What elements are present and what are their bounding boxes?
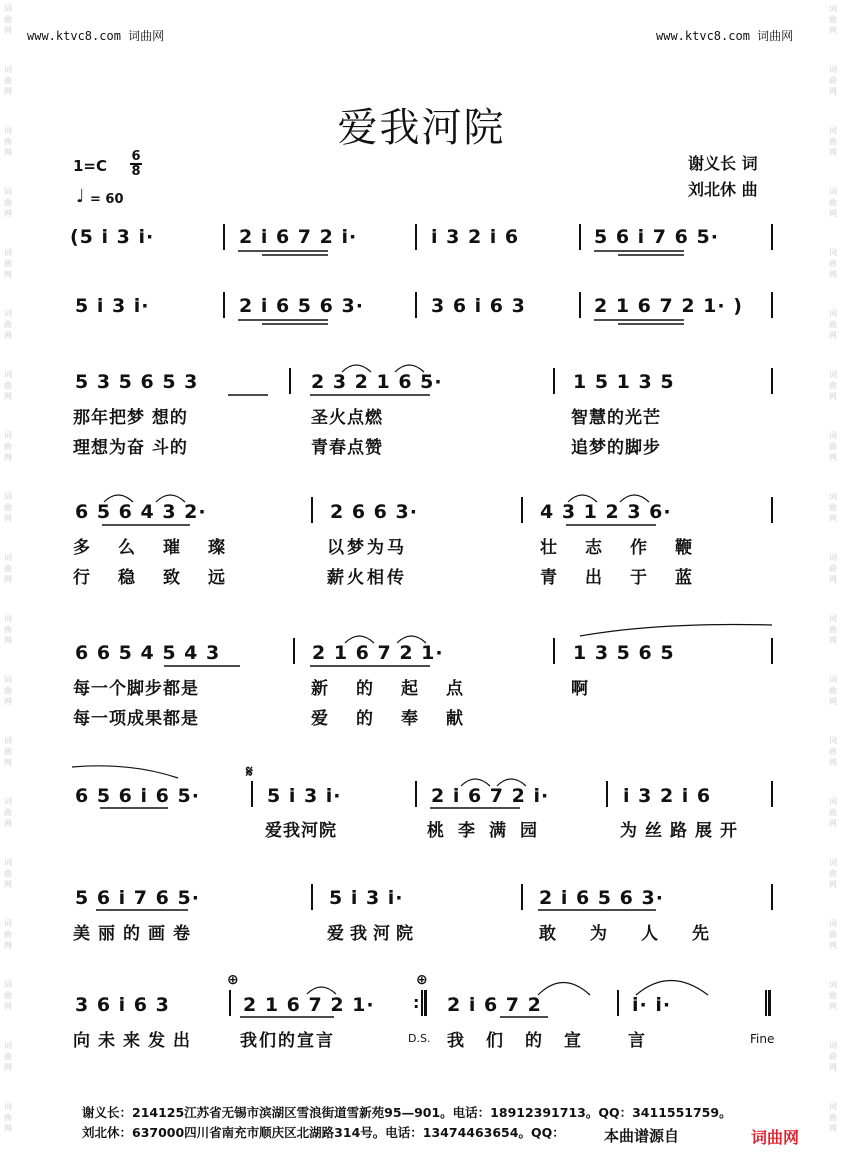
slur xyxy=(568,495,597,502)
watermark-char: 曲 xyxy=(4,930,12,939)
measure: 5 i 3 i· xyxy=(267,785,342,807)
watermark-char: 网 xyxy=(4,880,12,889)
watermark-char: 词 xyxy=(829,675,837,684)
measure: 6 5 6 4 3 2· xyxy=(75,501,207,523)
watermark-char: 网 xyxy=(829,819,837,828)
lyric-line-1: 每一个脚步都是 xyxy=(73,679,199,699)
lyric-line-1: 圣火点燃 xyxy=(311,408,383,428)
time-signature-bottom: 8 xyxy=(131,164,141,179)
watermark-char: 曲 xyxy=(829,76,837,85)
watermark-char: 网 xyxy=(4,26,12,35)
watermark-char: 词 xyxy=(829,614,837,623)
watermark-char: 词 xyxy=(829,4,837,13)
watermark-char: 词 xyxy=(4,980,12,989)
watermark-char: 词 xyxy=(829,126,837,135)
watermark-char: 网 xyxy=(829,636,837,645)
lyric-line-2: 青春点赞 xyxy=(311,438,383,458)
measure: 6 6 5 4 5 4 3 xyxy=(75,642,221,664)
watermark-char: 词 xyxy=(4,65,12,74)
watermark-char: 曲 xyxy=(4,320,12,329)
watermark-char: 词 xyxy=(829,1041,837,1050)
watermark-char: 曲 xyxy=(829,320,837,329)
measure: 2 i 6 7 2 i· xyxy=(431,785,550,807)
beam xyxy=(238,320,328,324)
song-title: 爱我河院 xyxy=(337,105,506,151)
watermark-char: 网 xyxy=(829,758,837,767)
watermark-char: 词 xyxy=(4,187,12,196)
measure: 5 6 i 7 6 5· xyxy=(594,226,719,248)
watermark-char: 曲 xyxy=(829,15,837,24)
lyric-line-2: 每一项成果都是 xyxy=(73,709,199,729)
lyric-line-2: 行稳致远 xyxy=(73,568,253,588)
watermark-char: 曲 xyxy=(829,930,837,939)
watermark-char: 曲 xyxy=(829,259,837,268)
watermark-char: 曲 xyxy=(4,1113,12,1122)
measure: 6 5 6 i 6 5· xyxy=(75,785,200,807)
watermark-char: 曲 xyxy=(4,869,12,878)
lyric-line-1: 桃李满园 xyxy=(427,821,551,841)
watermark-char: 词 xyxy=(4,919,12,928)
watermark-char: 网 xyxy=(829,392,837,401)
watermark-char: 曲 xyxy=(4,137,12,146)
watermark-char: 曲 xyxy=(4,1052,12,1061)
watermark-char: 网 xyxy=(4,941,12,950)
watermark-char: 网 xyxy=(829,270,837,279)
watermark-char: 网 xyxy=(4,1124,12,1133)
lyric-line-2: 理想为奋 斗的 xyxy=(73,438,188,458)
watermark-char: 曲 xyxy=(4,442,12,451)
watermark-char: 词 xyxy=(829,431,837,440)
watermark-char: 网 xyxy=(4,87,12,96)
watermark-char: 词 xyxy=(4,4,12,13)
watermark-char: 曲 xyxy=(4,747,12,756)
lyric-line-1: 爱我河院 xyxy=(265,821,337,841)
phrase-arc xyxy=(72,766,178,778)
watermark-char: 网 xyxy=(829,941,837,950)
measure: 5 6 i 7 6 5· xyxy=(75,887,200,909)
quarter-note-icon: ♩ xyxy=(76,186,85,207)
lyricist-credit: 谢义长 词 xyxy=(688,154,758,173)
watermark-char: 网 xyxy=(829,697,837,706)
watermark-char: 网 xyxy=(4,758,12,767)
watermark-char: 网 xyxy=(4,331,12,340)
measure: 1 5 1 3 5 xyxy=(573,371,675,393)
slur xyxy=(636,981,708,996)
watermark-char: 词 xyxy=(4,858,12,867)
measure: 2 1 6 7 2 1· xyxy=(243,994,375,1016)
watermark-char: 词 xyxy=(4,248,12,257)
time-signature-top: 6 xyxy=(131,149,141,164)
watermark-char: 曲 xyxy=(4,564,12,573)
slur xyxy=(104,495,133,502)
watermark-char: 词 xyxy=(829,370,837,379)
watermark-char: 词 xyxy=(4,553,12,562)
measure: 2 6 6 3· xyxy=(330,501,418,523)
segno-icon: 𝄋 xyxy=(246,762,253,781)
composer-credit: 刘北休 曲 xyxy=(688,180,758,199)
lyric-line-1: 壮志作鞭 xyxy=(540,538,720,558)
watermark-char: 曲 xyxy=(829,991,837,1000)
lyric-line-2: 青出于蓝 xyxy=(540,568,720,588)
watermark-char: 词 xyxy=(829,492,837,501)
watermark-char: 曲 xyxy=(829,198,837,207)
watermark-char: 词 xyxy=(829,1102,837,1111)
measure: 2 1 6 7 2 1· xyxy=(312,642,444,664)
watermark-char: 词 xyxy=(4,1041,12,1050)
watermark-char: 词 xyxy=(4,309,12,318)
measure: 5 i 3 i· xyxy=(329,887,404,909)
lyric-line-1: 敢为人先 xyxy=(539,924,743,944)
slur xyxy=(497,779,526,786)
site-url-left[interactable]: www.ktvc8.com 词曲网 xyxy=(27,29,165,43)
measure: 2 i 6 5 6 3· xyxy=(539,887,664,909)
watermark-char: 曲 xyxy=(829,686,837,695)
fine-mark: Fine xyxy=(750,1032,775,1046)
watermark-char: 网 xyxy=(4,697,12,706)
slur xyxy=(156,495,185,502)
watermark-char: 曲 xyxy=(829,625,837,634)
watermark-char: 词 xyxy=(829,309,837,318)
watermark-char: 曲 xyxy=(829,1052,837,1061)
watermark-char: 词 xyxy=(4,126,12,135)
watermark-char: 网 xyxy=(829,87,837,96)
watermark-char: 曲 xyxy=(4,259,12,268)
watermark-char: 曲 xyxy=(4,991,12,1000)
watermark-char: 网 xyxy=(4,1002,12,1011)
watermark-char: 网 xyxy=(829,331,837,340)
lyric-line-1: 以梦为马 xyxy=(327,538,407,558)
lyric-line-1: 我们的宣言 xyxy=(240,1031,335,1051)
watermark-char: 词 xyxy=(829,858,837,867)
lyric-line-1: 向未来发出 xyxy=(73,1031,198,1051)
site-url-right[interactable]: www.ktvc8.com 词曲网 xyxy=(656,29,794,43)
measure: 2 3 2 1 6 5· xyxy=(311,371,443,393)
watermark-char: 词 xyxy=(829,553,837,562)
measure: 2 i 6 7 2 xyxy=(447,994,542,1016)
watermark-char: 网 xyxy=(829,209,837,218)
beam xyxy=(594,320,684,324)
watermark-char: 曲 xyxy=(829,808,837,817)
watermark-char: 网 xyxy=(829,148,837,157)
watermark-char: 网 xyxy=(829,880,837,889)
lyric-line-1: 那年把梦 想的 xyxy=(73,408,188,428)
slur xyxy=(395,365,424,372)
slur xyxy=(461,779,490,786)
slur xyxy=(620,495,649,502)
watermark-char: 词 xyxy=(829,919,837,928)
watermark-char: 网 xyxy=(4,209,12,218)
lyric-line-1: 为丝路展开 xyxy=(620,821,745,841)
watermark-char: 曲 xyxy=(4,15,12,24)
watermark-char: 曲 xyxy=(4,198,12,207)
watermark-char: 词 xyxy=(4,797,12,806)
watermark-char: 词 xyxy=(829,187,837,196)
measure: 3 6 i 6 3 xyxy=(431,295,526,317)
measure: 5 3 5 6 5 3 xyxy=(75,371,199,393)
measure: i 3 2 i 6 xyxy=(623,785,712,807)
slur xyxy=(397,636,426,643)
slur xyxy=(307,987,336,994)
lyric-line-1: 智慧的光芒 xyxy=(571,408,661,428)
watermark-char: 词 xyxy=(829,980,837,989)
measure: 2 i 6 5 6 3· xyxy=(239,295,364,317)
slur xyxy=(345,636,374,643)
watermark-char: 网 xyxy=(829,453,837,462)
watermark-char: 曲 xyxy=(829,747,837,756)
watermark-char: 曲 xyxy=(829,564,837,573)
measure: 2 1 6 7 2 1· ) xyxy=(594,295,743,317)
lyric-line-2: 爱的奉献 xyxy=(311,709,491,729)
watermark-char: 网 xyxy=(829,514,837,523)
watermark-char: 曲 xyxy=(4,503,12,512)
watermark-char: 网 xyxy=(829,1002,837,1011)
beam xyxy=(594,251,684,255)
lyric-line-2: 追梦的脚步 xyxy=(571,438,661,458)
watermark-char: 网 xyxy=(4,453,12,462)
watermark-char: 网 xyxy=(4,1063,12,1072)
watermark-char: 网 xyxy=(4,514,12,523)
brand-logo[interactable]: 词曲网 xyxy=(751,1128,800,1147)
watermark-char: 曲 xyxy=(829,137,837,146)
lyric-line-1: 啊 xyxy=(571,679,589,699)
watermark-char: 词 xyxy=(829,797,837,806)
lyricist-contact: 谢义长：214125江苏省无锡市滨湖区雪浪街道雪新苑95—901。电话：18912391713。QQ：3411551759。 xyxy=(82,1105,732,1120)
tempo-marking: = 60 xyxy=(90,192,124,207)
watermark-char: 曲 xyxy=(4,76,12,85)
watermark-char: 词 xyxy=(4,492,12,501)
watermark-char: 网 xyxy=(4,392,12,401)
watermark-char: 词 xyxy=(4,370,12,379)
watermark-char: 曲 xyxy=(829,503,837,512)
coda-icon: ⊕ xyxy=(227,972,239,988)
measure: 2 i 6 7 2 i· xyxy=(239,226,358,248)
watermark-char: 词 xyxy=(4,675,12,684)
phrase-arc xyxy=(580,624,772,636)
watermark-char: 网 xyxy=(829,575,837,584)
watermark-char: 曲 xyxy=(4,381,12,390)
watermark-char: 网 xyxy=(4,270,12,279)
watermark-char: 网 xyxy=(4,819,12,828)
watermark-char: 曲 xyxy=(4,808,12,817)
dal-segno-mark: D.S. xyxy=(408,1032,431,1045)
lyric-line-1: 美丽的画卷 xyxy=(73,924,198,944)
key-signature: 1=C xyxy=(73,157,108,175)
measure: 3 6 i 6 3 xyxy=(75,994,170,1016)
watermark-char: 词 xyxy=(4,1102,12,1111)
coda-icon: ⊕ xyxy=(416,972,428,988)
watermark-char: 网 xyxy=(829,1063,837,1072)
watermark-char: 网 xyxy=(4,575,12,584)
source-label: 本曲谱源自 xyxy=(604,1127,680,1145)
watermark-char: 曲 xyxy=(4,625,12,634)
slur xyxy=(342,365,371,372)
lyric-line-1: 多么璀璨 xyxy=(73,538,253,558)
watermark-char: 曲 xyxy=(4,686,12,695)
composer-contact: 刘北休：637000四川省南充市顺庆区北湖路314号。电话：13474463654。QQ： xyxy=(82,1125,565,1140)
watermark-char: 网 xyxy=(4,148,12,157)
measure: 1 3 5 6 5 xyxy=(573,642,675,664)
watermark-char: 词 xyxy=(829,248,837,257)
watermark-char: 词 xyxy=(829,65,837,74)
watermark-char: 词 xyxy=(829,736,837,745)
watermark-char: 网 xyxy=(829,26,837,35)
measure: i· i· xyxy=(632,994,672,1016)
measure: 5 i 3 i· xyxy=(75,295,150,317)
slur xyxy=(538,983,590,996)
lyric-line-1: 新的起点 xyxy=(311,679,491,699)
lyric-line-2: 薪火相传 xyxy=(327,568,407,588)
measure: 4 3 1 2 3 6· xyxy=(540,501,672,523)
watermark-char: 词 xyxy=(4,736,12,745)
watermark-char: 词 xyxy=(4,431,12,440)
measure: (5 i 3 i· xyxy=(70,226,155,248)
repeat-dots: : xyxy=(413,993,420,1012)
watermark-char: 网 xyxy=(829,1124,837,1133)
watermark-char: 曲 xyxy=(829,381,837,390)
beam xyxy=(238,251,328,255)
watermark-char: 曲 xyxy=(829,869,837,878)
lyric-line-1: 言 xyxy=(628,1031,646,1051)
measure: i 3 2 i 6 xyxy=(431,226,520,248)
lyric-line-1: 我们的宣 xyxy=(447,1031,603,1051)
watermark-char: 词 xyxy=(4,614,12,623)
watermark-char: 曲 xyxy=(829,442,837,451)
lyric-line-1: 爱我河院 xyxy=(327,924,419,944)
watermark-char: 网 xyxy=(4,636,12,645)
watermark-char: 曲 xyxy=(829,1113,837,1122)
